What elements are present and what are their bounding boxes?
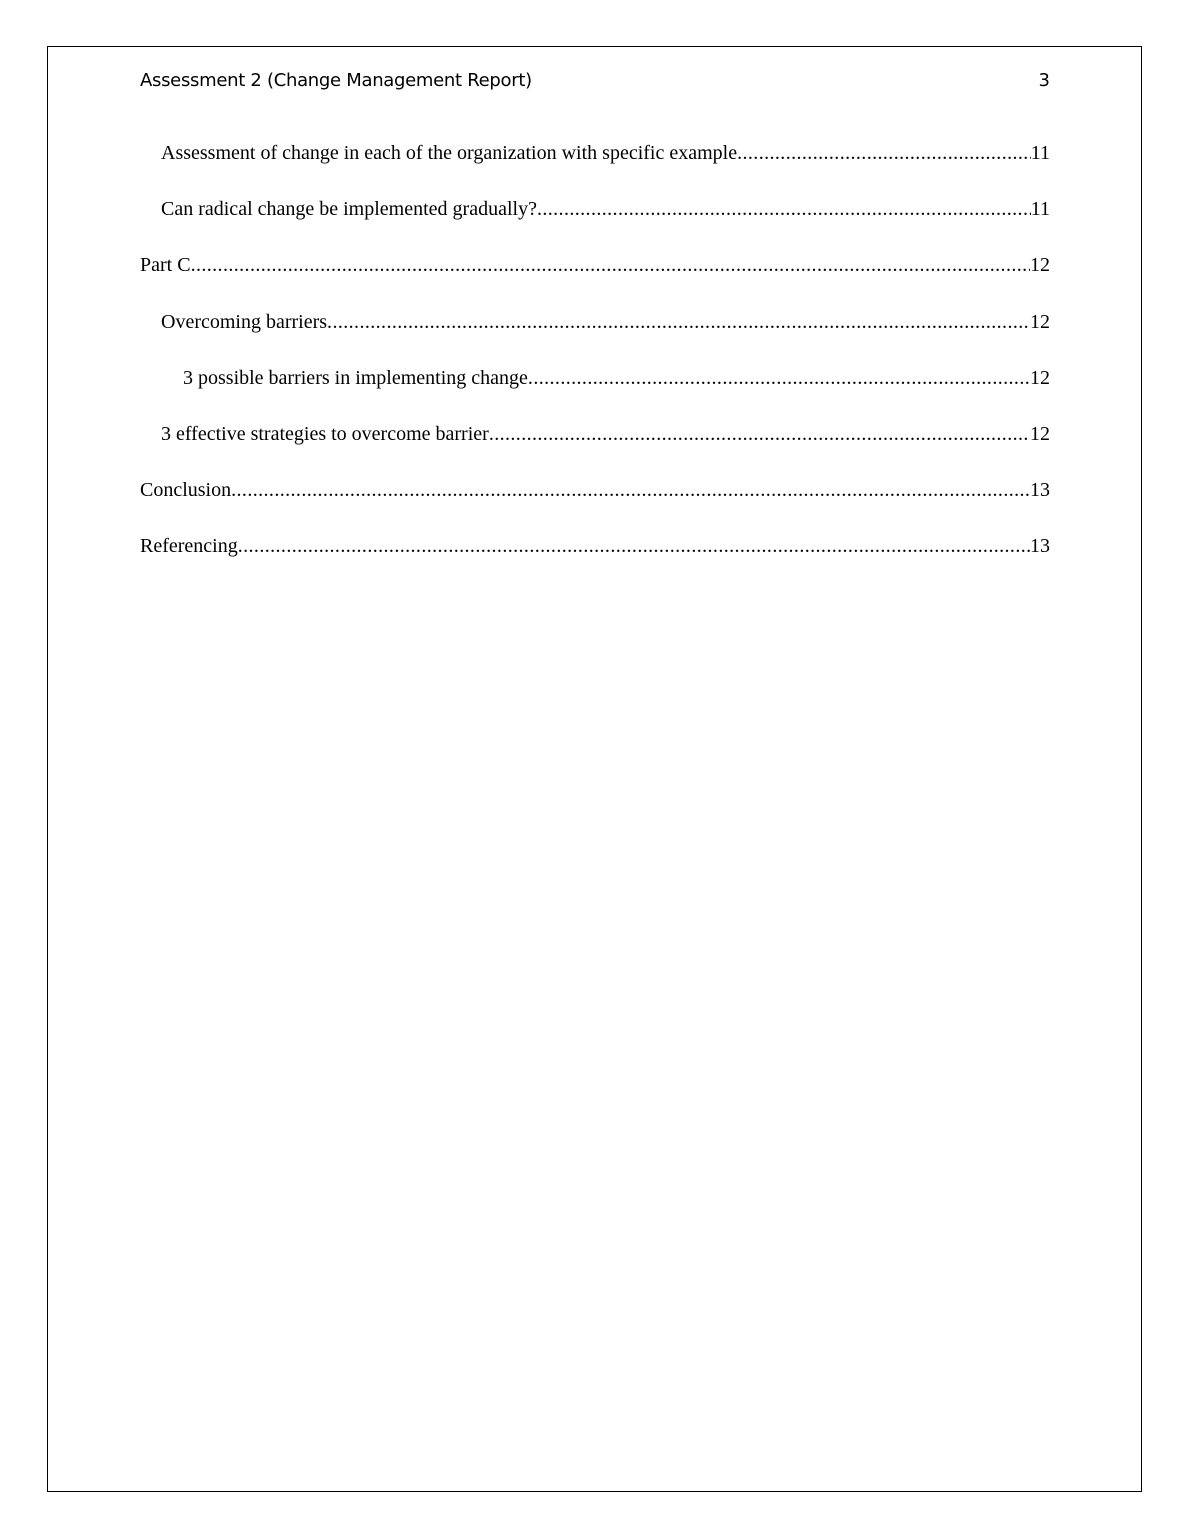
toc-dot-leader: [327, 308, 1030, 336]
toc-entry-page: 12: [1030, 366, 1050, 389]
toc-entry-page: 13: [1030, 535, 1050, 558]
toc-dot-leader: [238, 532, 1030, 560]
toc-dot-leader: [231, 476, 1030, 504]
toc-entry-assessment-of-change[interactable]: [140, 139, 1050, 195]
header-page-number: 3: [1038, 70, 1050, 91]
toc-entry-referencing[interactable]: [140, 532, 1050, 588]
toc-entry-effective-strategies[interactable]: [140, 420, 1050, 476]
toc-entry-radical-change[interactable]: [140, 195, 1050, 251]
header-title: Assessment 2 (Change Management Report): [140, 70, 532, 91]
toc-entry-page: 12: [1030, 422, 1050, 445]
toc-entry-page: 11: [1030, 198, 1050, 221]
toc-dot-leader: [528, 364, 1030, 392]
toc-entry-page: 11: [1030, 142, 1050, 164]
toc-dot-leader: [537, 195, 1031, 223]
toc-entry-label: Overcoming barriers: [161, 310, 328, 333]
toc-entry-overcoming-barriers[interactable]: [140, 308, 1050, 364]
toc-dot-leader: [737, 139, 1031, 167]
table-of-contents: [140, 139, 1050, 589]
toc-dot-leader: [489, 420, 1030, 448]
toc-entry-label: Conclusion: [140, 479, 232, 502]
toc-entry-page: 12: [1030, 310, 1050, 333]
toc-entry-label: 3 effective strategies to overcome barrier: [161, 422, 489, 445]
toc-entry-label: Referencing: [140, 535, 238, 558]
page-header: [140, 70, 1050, 96]
toc-entry-label: 3 possible barriers in implementing change: [183, 366, 528, 389]
toc-entry-page: 13: [1030, 479, 1050, 502]
toc-dot-leader: [191, 251, 1030, 279]
toc-entry-part-c[interactable]: [140, 251, 1050, 307]
toc-entry-label: Assessment of change in each of the organization with specific example: [161, 142, 738, 164]
toc-entry-page: 12: [1030, 254, 1050, 277]
toc-entry-conclusion[interactable]: [140, 476, 1050, 532]
toc-entry-label: Part C: [140, 254, 191, 277]
toc-entry-possible-barriers[interactable]: [140, 364, 1050, 420]
toc-entry-label: Can radical change be implemented gradually?: [161, 198, 537, 221]
